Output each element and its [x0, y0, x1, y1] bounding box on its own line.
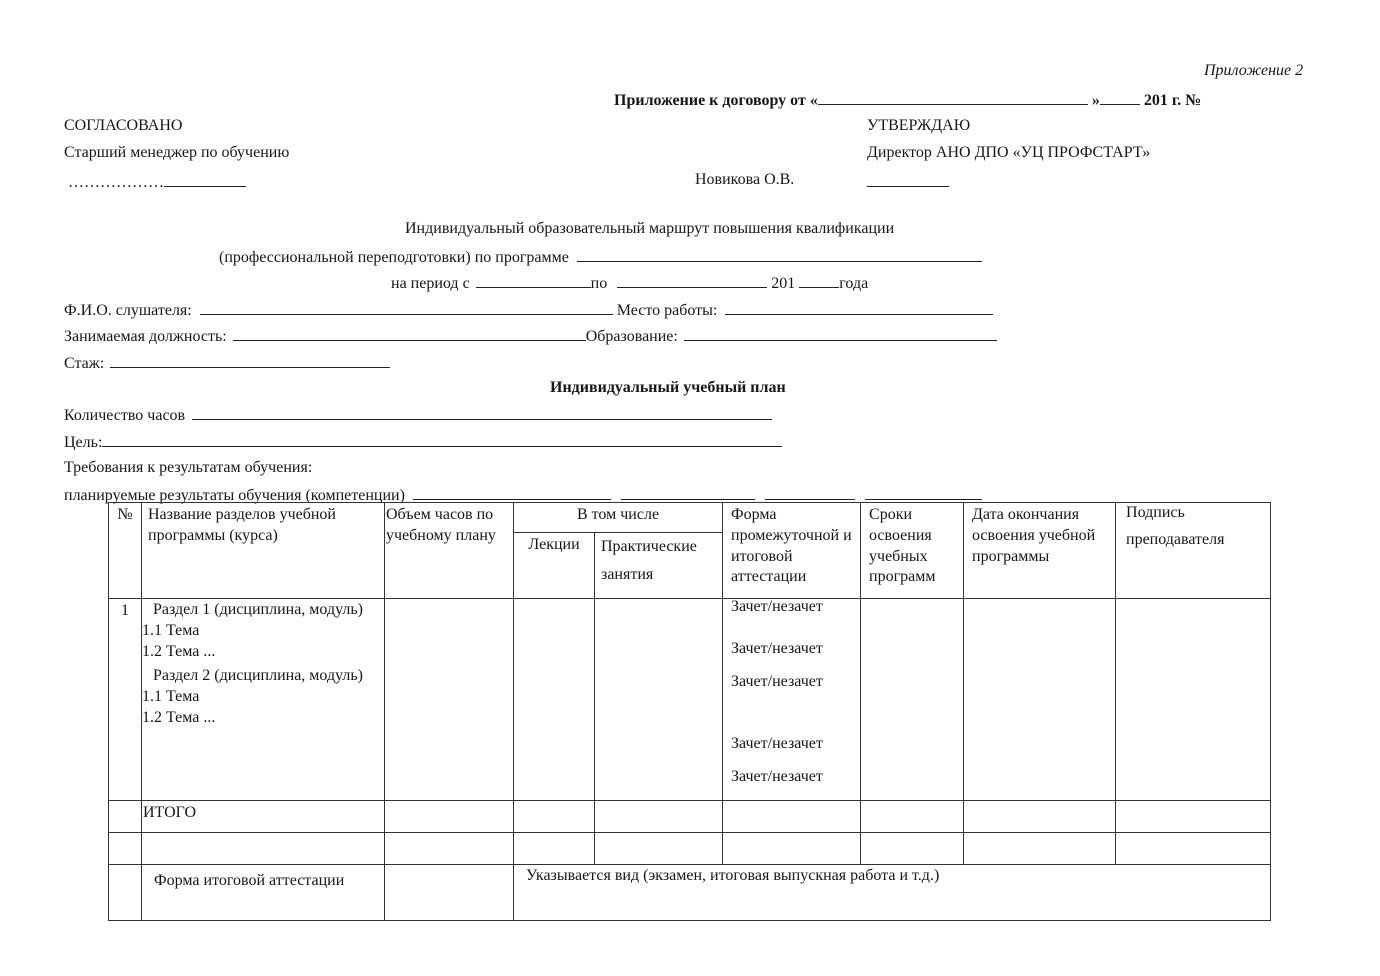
- outcomes-blank-3[interactable]: [765, 485, 855, 500]
- table-row: [109, 599, 1271, 801]
- route-line-1: Индивидуальный образовательный маршрут повышения квалификации: [405, 220, 895, 237]
- requirements-label: Требования к результатам обучения:: [64, 459, 313, 476]
- outcomes-blank-1[interactable]: [413, 485, 611, 500]
- approved-signature-line: [68, 172, 246, 192]
- route-period: [391, 273, 868, 293]
- route-line-2: [219, 247, 982, 267]
- period-prefix: на период с: [391, 275, 470, 292]
- attestation-4: Зачет/незачет: [731, 735, 823, 753]
- outcomes-label: планируемые результаты обучения (компетенции): [64, 487, 405, 504]
- confirm-signature-line: [867, 172, 949, 192]
- outcomes-blank-2[interactable]: [621, 485, 755, 500]
- attestation-3: Зачет/незачет: [731, 672, 823, 690]
- goal-row: [64, 432, 782, 452]
- final-form-value: Указывается вид (экзамен, итоговая выпускная работа и т.д.): [514, 865, 1271, 921]
- header-practical: Практические занятия: [595, 533, 723, 599]
- position-blank[interactable]: [233, 326, 586, 341]
- total-num: [109, 801, 142, 833]
- approved-title: СОГЛАСОВАНО: [64, 117, 183, 134]
- row1-volume[interactable]: [385, 599, 514, 801]
- attestation-2: Зачет/незачет: [731, 639, 823, 657]
- experience-row: [64, 353, 390, 373]
- final-form-label: Форма итоговой аттестации: [142, 865, 385, 921]
- fio-blank[interactable]: [200, 300, 613, 315]
- confirm-position: Директор АНО ДПО «УЦ ПРОФСТАРТ»: [867, 144, 1151, 161]
- empty-name[interactable]: [142, 833, 385, 865]
- row1-attestation: [723, 599, 861, 801]
- attestation-1: Зачет/незачет: [731, 598, 823, 615]
- row1-sections: [142, 599, 385, 801]
- empty-practical[interactable]: [595, 833, 723, 865]
- period-from-blank[interactable]: [476, 273, 591, 288]
- appendix-label: Приложение 2: [1204, 62, 1304, 79]
- section-1-title: Раздел 1 (дисциплина, модуль): [153, 601, 363, 618]
- total-form[interactable]: [723, 801, 861, 833]
- total-volume[interactable]: [385, 801, 514, 833]
- fio-row: [64, 300, 993, 320]
- empty-lectures[interactable]: [514, 833, 595, 865]
- goal-label: Цель:: [64, 434, 103, 451]
- hours-label: Количество часов: [64, 407, 186, 424]
- table-row-total: [109, 801, 1271, 833]
- total-end-date[interactable]: [964, 801, 1116, 833]
- table-row-empty: [109, 833, 1271, 865]
- approved-signature-blank[interactable]: [164, 172, 246, 187]
- empty-terms[interactable]: [861, 833, 964, 865]
- empty-signature[interactable]: [1116, 833, 1271, 865]
- goal-blank[interactable]: [102, 432, 782, 447]
- period-year-blank[interactable]: [799, 273, 839, 288]
- confirm-name: Новикова О.В.: [695, 171, 795, 188]
- row1-num: 1: [109, 599, 142, 801]
- hours-row: [64, 405, 772, 425]
- position-label: Занимаемая должность:: [64, 328, 227, 345]
- total-label: ИТОГО: [142, 801, 385, 833]
- table-row-final-form: [109, 865, 1271, 921]
- total-lectures[interactable]: [514, 801, 595, 833]
- header-signature-2: преподавателя: [1126, 530, 1225, 548]
- empty-volume[interactable]: [385, 833, 514, 865]
- plan-title: Индивидуальный учебный план: [550, 379, 786, 396]
- workplace-label: Место работы:: [616, 302, 718, 319]
- header-end-date: Дата окончания освоения учебной программы: [964, 503, 1116, 599]
- contract-year: 201 г. №: [1143, 92, 1202, 109]
- topic-2-2: 1.2 Тема ...: [142, 708, 216, 726]
- contract-quote-close: »: [1091, 92, 1100, 109]
- route-program-label: (профессиональной переподготовки) по программе: [219, 249, 569, 266]
- contract-day-blank[interactable]: [1100, 90, 1140, 105]
- table-header-row-1: [109, 503, 1271, 533]
- total-terms[interactable]: [861, 801, 964, 833]
- header-form: Форма промежуточной и итоговой аттестации: [723, 503, 861, 599]
- period-suffix: года: [839, 275, 869, 292]
- total-signature[interactable]: [1116, 801, 1271, 833]
- approved-position: Старший менеджер по обучению: [64, 144, 290, 161]
- row1-terms[interactable]: [861, 599, 964, 801]
- topic-1-1: 1.1 Тема: [142, 621, 200, 639]
- outcomes-blank-4[interactable]: [865, 485, 982, 500]
- contract-date-blank[interactable]: [818, 90, 1088, 105]
- header-num: №: [109, 503, 142, 599]
- experience-blank[interactable]: [110, 353, 390, 368]
- period-year: 201: [771, 275, 796, 292]
- approved-dots: ………………: [68, 174, 164, 191]
- contract-line: [614, 90, 1201, 110]
- confirm-signature-blank[interactable]: [867, 172, 949, 187]
- attestation-5: Зачет/незачет: [731, 768, 823, 786]
- plan-table: [108, 502, 1271, 921]
- header-lectures: Лекции: [514, 533, 595, 599]
- topic-1-2: 1.2 Тема ...: [142, 642, 216, 660]
- period-to-label: по: [590, 275, 608, 292]
- empty-num: [109, 833, 142, 865]
- header-including: В том числе: [514, 503, 723, 533]
- total-practical[interactable]: [595, 801, 723, 833]
- header-section-name: Название разделов учебной программы (курса): [142, 503, 385, 599]
- empty-form[interactable]: [723, 833, 861, 865]
- empty-end-date[interactable]: [964, 833, 1116, 865]
- workplace-blank[interactable]: [725, 300, 993, 315]
- row1-signature[interactable]: [1116, 599, 1271, 801]
- header-signature: [1116, 503, 1271, 599]
- fio-label: Ф.И.О. слушателя:: [64, 302, 192, 319]
- contract-text: Приложение к договору от «: [614, 92, 818, 109]
- final-num: [109, 865, 142, 921]
- row1-end-date[interactable]: [964, 599, 1116, 801]
- header-terms: Сроки освоения учебных программ: [861, 503, 964, 599]
- period-to-blank[interactable]: [617, 273, 767, 288]
- hours-blank[interactable]: [192, 405, 772, 420]
- position-row: [64, 326, 997, 346]
- education-blank[interactable]: [684, 326, 997, 341]
- experience-label: Стаж:: [64, 355, 105, 372]
- route-program-blank[interactable]: [577, 247, 982, 262]
- row1-lectures[interactable]: [514, 599, 595, 801]
- confirm-title: УТВЕРЖДАЮ: [867, 117, 971, 134]
- header-signature-1: Подпись: [1126, 504, 1185, 521]
- topic-2-1: 1.1 Тема: [142, 688, 200, 706]
- education-label: Образование:: [585, 328, 678, 345]
- final-form-volume[interactable]: [385, 865, 514, 921]
- header-volume: Объем часов по учебному плану: [385, 503, 514, 599]
- row1-practical[interactable]: [595, 599, 723, 801]
- section-2-title: Раздел 2 (дисциплина, модуль): [153, 667, 363, 685]
